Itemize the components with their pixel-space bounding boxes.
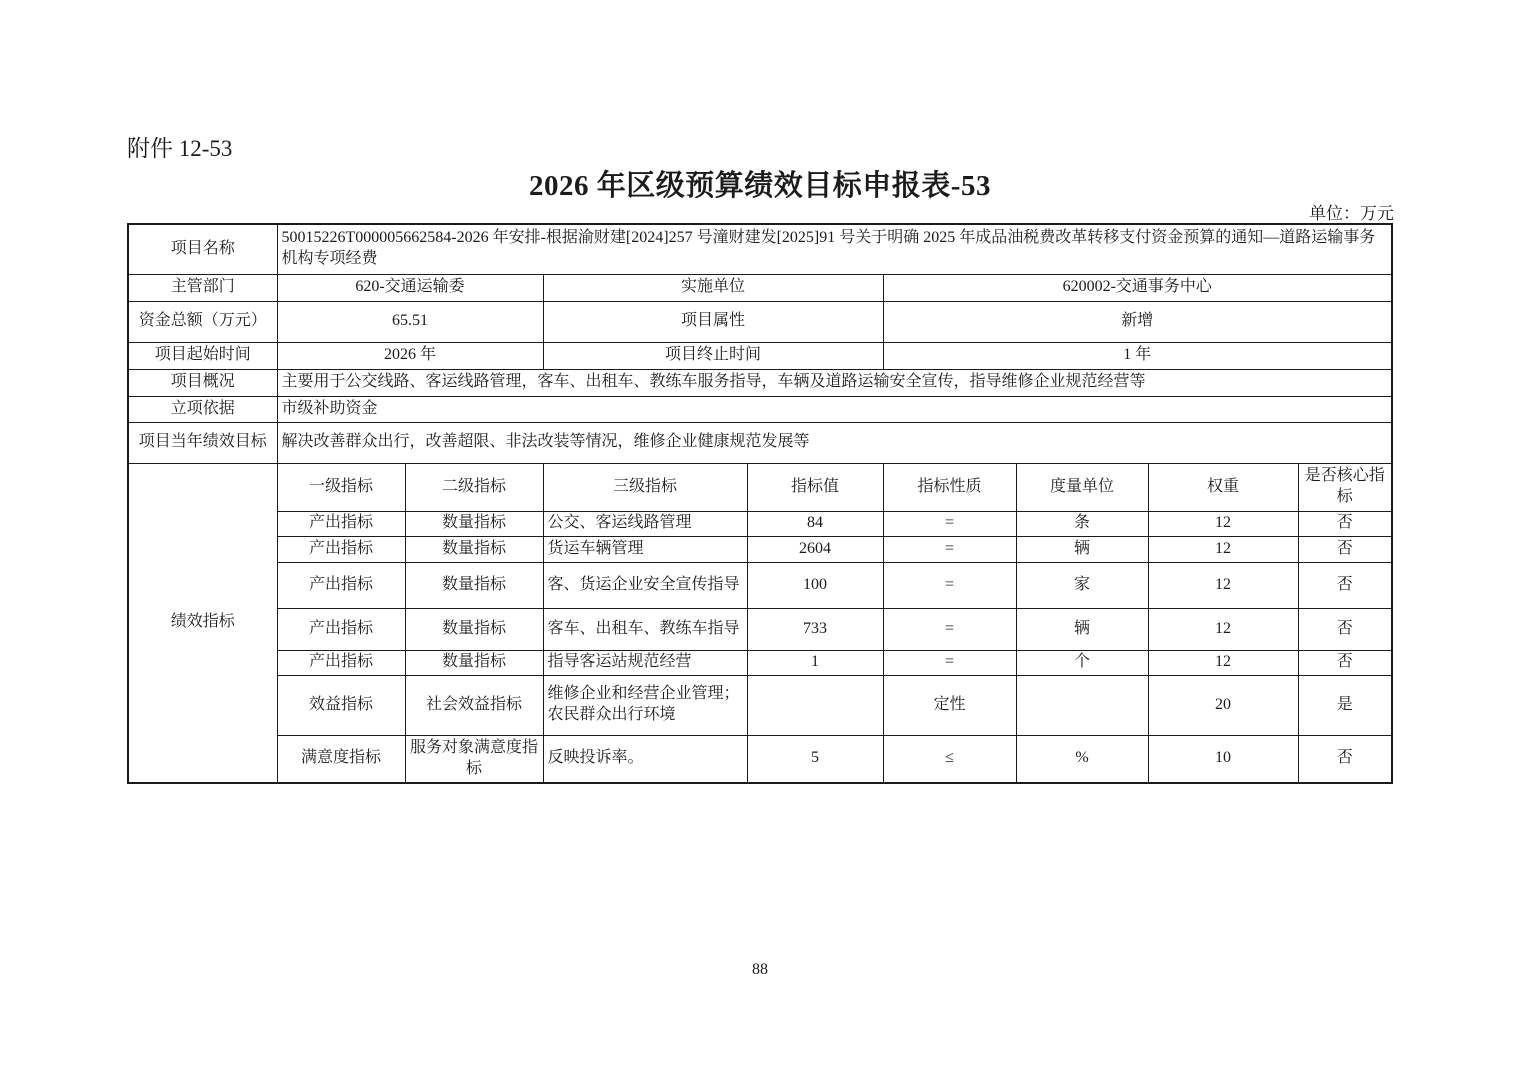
indicator-cell: 维修企业和经营企业管理；农民群众出行环境 [543,675,747,735]
start-label: 项目起始时间 [128,342,277,369]
header-unit: 度量单位 [1016,463,1148,511]
indicator-cell: 100 [747,562,883,608]
dept-label: 主管部门 [128,274,277,301]
header-nature: 指标性质 [883,463,1016,511]
indicator-cell: 家 [1016,562,1148,608]
indicator-cell: 12 [1148,608,1298,650]
indicator-cell: 数量指标 [405,650,543,675]
start-value: 2026 年 [277,342,543,369]
indicator-cell: 条 [1016,511,1148,536]
indicator-row [128,562,1392,608]
attr-label: 项目属性 [543,301,883,342]
header-core: 是否核心指标 [1298,463,1392,511]
indicator-cell: % [1016,735,1148,783]
indicator-cell: 数量指标 [405,536,543,562]
table-row [128,396,1392,422]
end-value: 1 年 [883,342,1392,369]
overview-value: 主要用于公交线路、客运线路管理，客车、出租车、教练车服务指导，车辆及道路运输安全宣传，指导维修企业规范经营等 [277,369,1392,396]
indicator-cell: 5 [747,735,883,783]
impl-value: 620002-交通事务中心 [883,274,1392,301]
project-name-label: 项目名称 [128,224,277,274]
indicator-cell: = [883,650,1016,675]
indicator-cell: 定性 [883,675,1016,735]
indicator-cell: = [883,536,1016,562]
indicator-cell: 否 [1298,511,1392,536]
indicator-cell: = [883,608,1016,650]
attachment-label: 附件 12-53 [127,136,233,161]
indicator-cell: = [883,562,1016,608]
amount-label: 资金总额（万元） [128,301,277,342]
indicator-cell: 产出指标 [277,536,405,562]
indicator-cell: 公交、客运线路管理 [543,511,747,536]
indicator-cell [747,675,883,735]
indicator-cell: 2604 [747,536,883,562]
amount-value: 65.51 [277,301,543,342]
table-row [128,422,1392,463]
table-row [128,224,1392,274]
indicator-cell: 产出指标 [277,650,405,675]
indicator-cell: 辆 [1016,608,1148,650]
indicator-cell: 客车、出租车、教练车指导 [543,608,747,650]
indicator-cell: 个 [1016,650,1148,675]
indicator-cell: 社会效益指标 [405,675,543,735]
indicator-cell: 辆 [1016,536,1148,562]
indicator-header-row [128,463,1392,511]
table-row [128,274,1392,301]
indicator-cell: 否 [1298,650,1392,675]
basis-label: 立项依据 [128,396,277,422]
indicator-cell: 数量指标 [405,511,543,536]
indicator-cell: 反映投诉率。 [543,735,747,783]
indicator-cell: 否 [1298,735,1392,783]
indicator-row [128,675,1392,735]
page-number: 88 [752,961,768,978]
indicator-cell: 否 [1298,562,1392,608]
attr-value: 新增 [883,301,1392,342]
indicator-cell: 产出指标 [277,511,405,536]
indicator-cell: 20 [1148,675,1298,735]
header-level3: 三级指标 [543,463,747,511]
indicator-cell: 1 [747,650,883,675]
end-label: 项目终止时间 [543,342,883,369]
header-value: 指标值 [747,463,883,511]
project-name-value: 50015226T000005662584-2026 年安排-根据渝财建[2024]257 号潼财建发[2025]91 号关于明确 2025 年成品油税费改革转移支付资金预算的通知—道路运输事务机构专项经费 [277,224,1392,274]
indicator-cell: 12 [1148,511,1298,536]
table-row [128,301,1392,342]
indicator-cell: ≤ [883,735,1016,783]
indicator-cell: 产出指标 [277,562,405,608]
indicators-section-label: 绩效指标 [128,463,277,783]
indicator-cell: 否 [1298,536,1392,562]
indicator-row [128,608,1392,650]
dept-value: 620-交通运输委 [277,274,543,301]
indicator-row [128,536,1392,562]
indicator-cell: 满意度指标 [277,735,405,783]
indicator-cell [1016,675,1148,735]
indicator-cell: 否 [1298,608,1392,650]
indicator-row [128,650,1392,675]
indicator-cell: 客、货运企业安全宣传指导 [543,562,747,608]
indicator-cell: 12 [1148,562,1298,608]
budget-table [127,223,1393,784]
header-level2: 二级指标 [405,463,543,511]
indicator-cell: 84 [747,511,883,536]
indicator-row [128,511,1392,536]
table-row [128,369,1392,396]
indicator-cell: 效益指标 [277,675,405,735]
indicator-cell: 12 [1148,536,1298,562]
unit-note: 单位：万元 [1309,204,1394,223]
indicator-cell: 服务对象满意度指标 [405,735,543,783]
indicator-cell: 产出指标 [277,608,405,650]
indicator-row [128,735,1392,783]
indicator-cell: 12 [1148,650,1298,675]
goal-label: 项目当年绩效目标 [128,422,277,463]
indicator-cell: 10 [1148,735,1298,783]
indicator-cell: = [883,511,1016,536]
goal-value: 解决改善群众出行，改善超限、非法改装等情况，维修企业健康规范发展等 [277,422,1392,463]
impl-label: 实施单位 [543,274,883,301]
indicator-cell: 是 [1298,675,1392,735]
indicator-cell: 数量指标 [405,562,543,608]
table-row [128,342,1392,369]
header-weight: 权重 [1148,463,1298,511]
basis-value: 市级补助资金 [277,396,1392,422]
indicator-cell: 指导客运站规范经营 [543,650,747,675]
indicator-cell: 货运车辆管理 [543,536,747,562]
page-title: 2026 年区级预算绩效目标申报表-53 [529,170,991,202]
header-level1: 一级指标 [277,463,405,511]
indicator-cell: 数量指标 [405,608,543,650]
indicator-cell: 733 [747,608,883,650]
overview-label: 项目概况 [128,369,277,396]
